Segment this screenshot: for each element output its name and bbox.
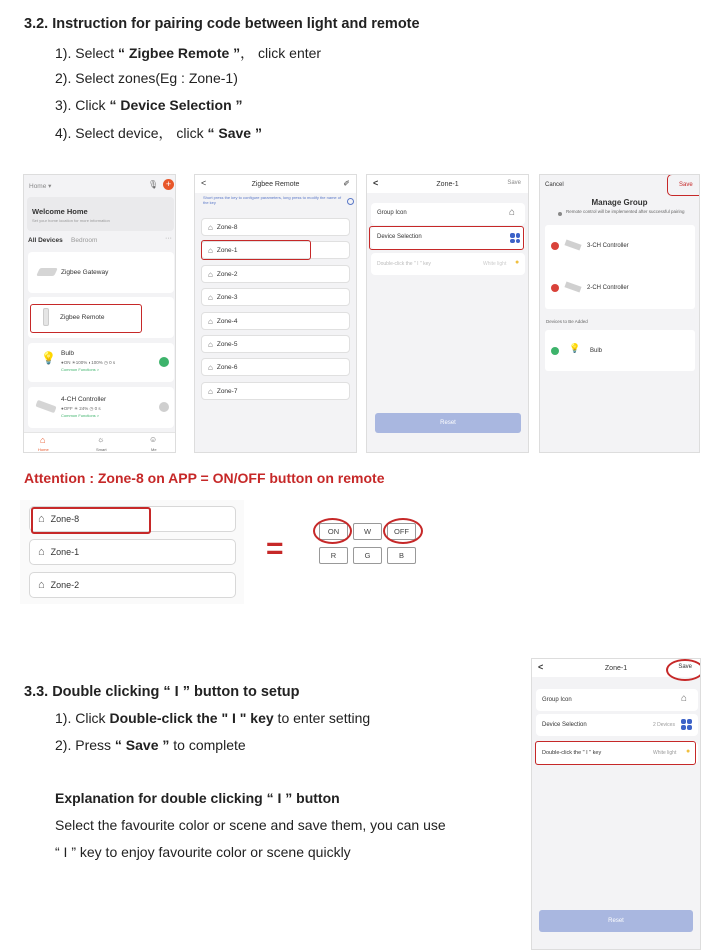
zone-item[interactable]: ⌂ Zone-1 — [29, 539, 236, 565]
home-icon: ⌂ — [208, 362, 213, 372]
edit-icon[interactable]: ✐ — [343, 179, 350, 188]
home-icon: ⌂ — [38, 546, 45, 558]
device-card-controller[interactable] — [28, 387, 174, 428]
to-add-label: Devices to Be Added — [546, 319, 588, 324]
device-selection-row[interactable] — [536, 714, 698, 736]
home-icon: ⌂ — [208, 245, 213, 255]
back-icon[interactable]: < — [373, 178, 379, 188]
section-3-3-title: 3.3. Double clicking “ I ” button to setup — [24, 684, 300, 700]
tab-all-devices[interactable]: All Devices — [28, 237, 63, 244]
bulb-icon: ● — [686, 748, 691, 755]
device-name: Zigbee Remote — [60, 314, 105, 321]
me-icon[interactable]: ☺ — [149, 435, 158, 444]
nav-label[interactable]: Me — [151, 447, 157, 452]
controller-name: 2-CH Controller — [587, 285, 629, 291]
r-key[interactable]: R — [319, 547, 348, 564]
zone-item[interactable]: ⌂ Zone-8 — [29, 506, 236, 532]
home-icon: ⌂ — [208, 316, 213, 326]
device-card-gateway[interactable] — [28, 252, 174, 293]
home-dropdown[interactable]: Home ▾ — [29, 183, 52, 190]
step-2: 2). Select zones(Eg : Zone-1) — [55, 70, 238, 86]
cancel-button[interactable]: Cancel — [545, 182, 564, 188]
explanation-line-1: Select the favourite color or scene and save them, you can use — [55, 817, 446, 833]
highlight-save — [667, 174, 700, 196]
reset-button[interactable]: Reset — [539, 910, 693, 932]
row-label: Double-click the " I " key — [542, 750, 602, 756]
bottom-nav — [24, 432, 175, 453]
row-label: Group Icon — [542, 697, 572, 703]
screenshot-zone-1 — [366, 174, 529, 453]
row-label: Double-click the " I " key — [377, 261, 431, 267]
hint-text: Short press the key to configure parameters, long press to modify the name of the key — [203, 195, 342, 205]
bulb-icon: 💡 — [569, 343, 581, 353]
home-icon: ⌂ — [208, 292, 213, 302]
home-icon: ⌂ — [681, 693, 688, 704]
equals-sign: = — [266, 532, 284, 565]
highlight-zone-1 — [201, 240, 311, 260]
mic-icon[interactable]: 🎙 — [148, 180, 159, 189]
w-key[interactable]: W — [353, 523, 382, 540]
bulb-icon: ● — [515, 259, 520, 266]
step-3: 3). Click “ Device Selection ” — [55, 97, 243, 113]
screenshot-home — [23, 174, 176, 453]
off-key[interactable]: OFF — [387, 523, 416, 540]
zone-item[interactable]: ⌂ Zone-7 — [201, 382, 350, 400]
highlight-on-key — [313, 518, 352, 544]
controller-list — [545, 225, 695, 309]
home-nav-icon[interactable]: ⌂ — [40, 435, 46, 445]
screenshot-zone-1-double-click — [531, 658, 701, 950]
welcome-title: Welcome Home — [32, 207, 88, 216]
attention-note: Attention : Zone-8 on APP = ON/OFF button on remote — [24, 470, 385, 486]
controller-icon — [564, 239, 581, 250]
on-key[interactable]: ON — [319, 523, 348, 540]
highlight-double-click — [535, 741, 696, 765]
home-icon: ⌂ — [38, 579, 45, 591]
nav-label[interactable]: Home — [38, 447, 49, 452]
page-title: Zigbee Remote — [251, 180, 300, 188]
power-off-icon[interactable] — [159, 402, 169, 412]
smart-icon[interactable]: ☼ — [97, 435, 105, 444]
b-key[interactable]: B — [387, 547, 416, 564]
g-key[interactable]: G — [353, 547, 382, 564]
highlight-zigbee-remote — [30, 304, 142, 333]
page-title: Manage Group — [591, 198, 648, 207]
zone-item[interactable]: ⌂ Zone-3 — [201, 288, 350, 306]
highlight-zone-8 — [31, 507, 151, 534]
explanation-title: Explanation for double clicking “ I ” button — [55, 790, 340, 806]
page-title: Zone-1 — [436, 180, 459, 188]
step-4: 4). Select device， click “ Save ” — [55, 125, 262, 141]
zone-item[interactable]: ⌂ Zone-1 — [201, 241, 350, 259]
home-icon: ⌂ — [38, 513, 45, 525]
row-label: Device Selection — [542, 722, 587, 728]
step-1: 1). Click Double-click the " I " key to enter setting — [55, 710, 371, 726]
add-icon[interactable]: + — [163, 179, 174, 190]
device-name: Zigbee Gateway — [61, 269, 109, 276]
zone-item[interactable]: ⌂ Zone-5 — [201, 335, 350, 353]
home-icon: ⌂ — [208, 386, 213, 396]
row-value: White light — [483, 261, 507, 267]
page-title: Zone-1 — [604, 664, 628, 672]
home-icon: ⌂ — [208, 339, 213, 349]
controller-name: 3-CH Controller — [587, 243, 629, 249]
device-link[interactable]: Common Functions > — [61, 413, 100, 418]
power-on-icon[interactable] — [159, 357, 169, 367]
home-icon: ⌂ — [208, 222, 213, 232]
device-name: 4-CH Controller — [61, 396, 107, 403]
gateway-icon — [36, 268, 58, 276]
step-2: 2). Press “ Save ” to complete — [55, 737, 246, 753]
controller-icon — [35, 400, 56, 413]
more-icon[interactable]: ··· — [165, 235, 172, 242]
grid-icon — [681, 719, 692, 730]
highlight-device-selection — [369, 226, 524, 250]
screenshot-zigbee-remote — [194, 174, 357, 453]
screenshot-manage-group — [539, 174, 700, 453]
explanation-line-2: “ I ” key to enjoy favourite color or scene quickly — [55, 844, 351, 860]
device-link[interactable]: Common Functions > — [61, 367, 100, 372]
double-click-row[interactable] — [371, 253, 525, 275]
add-icon[interactable] — [551, 347, 559, 355]
zone-item[interactable]: ⌂ Zone-6 — [201, 358, 350, 376]
bulb-icon: 💡 — [41, 351, 56, 365]
section-3-2-title: 3.2. Instruction for pairing code between light and remote — [24, 16, 420, 32]
reset-button[interactable]: Reset — [375, 413, 521, 433]
save-button[interactable]: Save — [507, 180, 521, 186]
save-button[interactable]: Save — [678, 664, 692, 670]
back-icon[interactable]: < — [201, 178, 207, 188]
home-icon: ⌂ — [208, 269, 213, 279]
zone-item[interactable]: ⌂ Zone-2 — [29, 572, 236, 598]
header — [367, 175, 528, 193]
device-name: Bulb — [61, 350, 75, 357]
remove-icon[interactable] — [551, 242, 559, 250]
remove-icon[interactable] — [551, 284, 559, 292]
device-status: ●OFF ☀ 24% ◷ 0 s — [61, 406, 101, 411]
zone-item[interactable]: ⌂ Zone-2 — [201, 265, 350, 283]
row-label: Device Selection — [377, 234, 422, 240]
step-1: 1). Select “ Zigbee Remote ”， click enter — [55, 45, 322, 61]
nav-label[interactable]: Smart — [96, 447, 107, 452]
zone-item[interactable]: ⌂ Zone-8 — [201, 218, 350, 236]
save-button[interactable]: Save — [679, 182, 693, 188]
row-value: White light — [653, 750, 677, 756]
pairing-note: Remote control will be implemented after successful pairing — [566, 209, 685, 214]
info-icon[interactable] — [347, 198, 354, 205]
device-name: Bulb — [590, 348, 603, 354]
zone-item[interactable]: ⌂ Zone-4 — [201, 312, 350, 330]
back-icon[interactable]: < — [538, 662, 544, 672]
group-icon-row[interactable] — [536, 689, 698, 711]
info-icon — [558, 212, 562, 216]
highlight-save — [666, 659, 701, 681]
home-icon: ⌂ — [509, 207, 516, 218]
to-add-list — [545, 330, 695, 371]
device-status: ●ON ☀100% ◐100% ◷ 0 s — [61, 360, 116, 365]
device-card-bulb[interactable] — [28, 343, 174, 382]
row-value: 2 Devices — [653, 722, 675, 728]
controller-icon — [564, 281, 581, 292]
row-label: Group Icon — [377, 210, 407, 216]
welcome-subtitle: Set your home location for more information — [32, 218, 110, 223]
tab-bedroom[interactable]: Bedroom — [71, 237, 98, 244]
header — [195, 175, 356, 193]
highlight-off-key — [383, 518, 423, 544]
group-icon-row[interactable] — [371, 203, 525, 225]
